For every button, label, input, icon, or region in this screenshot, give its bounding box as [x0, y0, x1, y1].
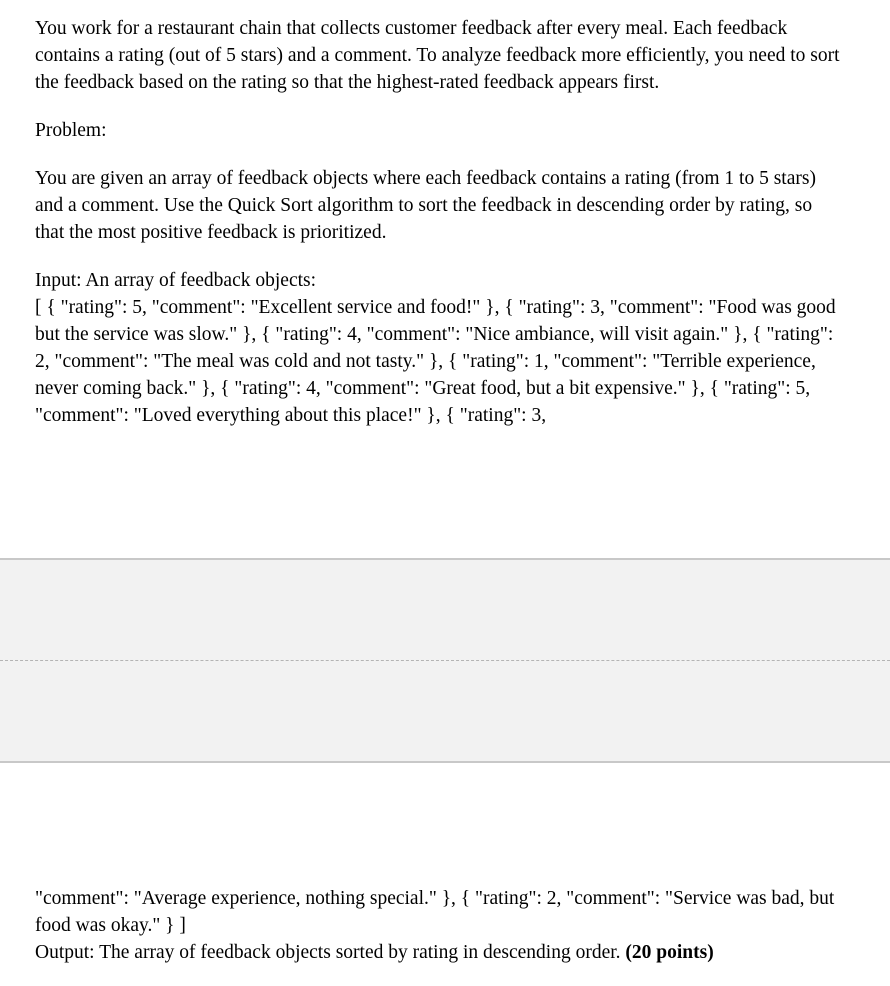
input-label: Input: An array of feedback objects:	[35, 270, 317, 291]
problem-description: You are given an array of feedback objects where each feedback contains a rating (from 1 to 5 stars) and a comment. Use the Quick Sort algorithm to sort the feedback in descending order by rating, so that the most positive feedback is prioritized.	[35, 168, 816, 243]
intro-paragraph: You work for a restaurant chain that collects customer feedback after every meal. Each feedback contains a rating (out of 5 stars) and a comment. To analyze feedback more efficiently, you need to sort the feedback based on the rating so that the highest-rated feedback appears first.	[35, 18, 840, 93]
points-label: (20 points)	[625, 942, 714, 963]
input-array-part1: [ { "rating": 5, "comment": "Excellent service and food!" }, { "rating": 3, "comment": "Food was good but the service was slow." }, { "rating": 4, "comment": "Nice ambiance, will visit again." }, { "rating": 2, "comment": "The meal was cold and not tasty." }, { "rating": 1, "comment": "Terrible experience, never coming back." }, { "rating": 4, "comment": "Great food, but a bit expensive." }, { "rating": 5, "comment": "Loved everything about this place!" }, { "rating": 3,	[35, 297, 836, 426]
input-section	[35, 267, 845, 429]
problem-heading: Problem:	[35, 120, 107, 141]
page-break-gap	[0, 558, 890, 763]
input-array-part2: "comment": "Average experience, nothing special." }, { "rating": 2, "comment": "Service was bad, but food was okay." } ]	[35, 888, 835, 936]
continued-section	[35, 885, 845, 966]
output-line	[35, 939, 845, 966]
page-break-divider	[0, 660, 890, 661]
output-text: Output: The array of feedback objects sorted by rating in descending order.	[35, 942, 621, 963]
